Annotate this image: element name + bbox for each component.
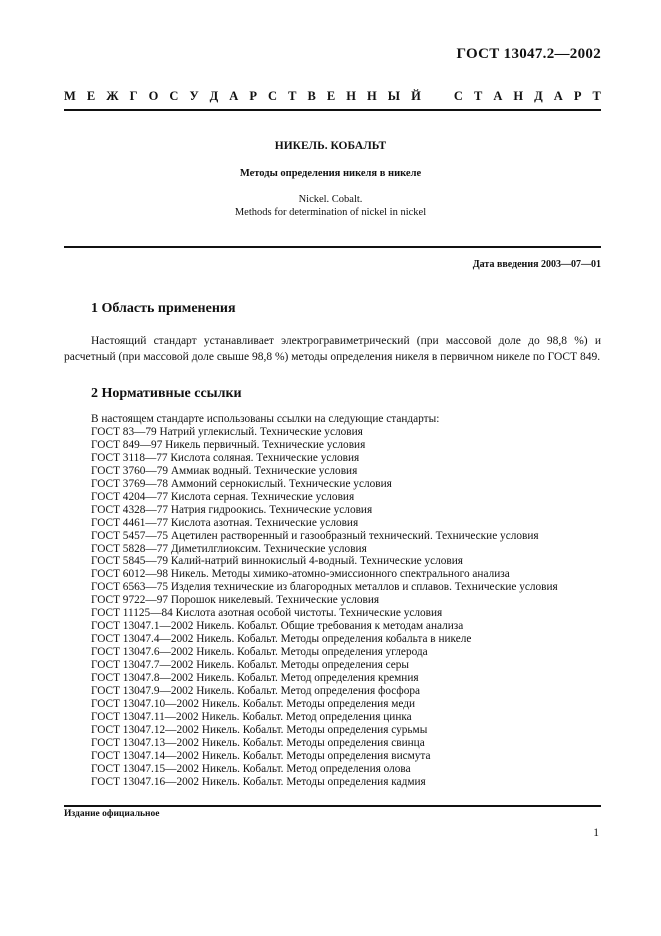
interstate-letter: Ы — [387, 89, 401, 103]
interstate-letter: Р — [573, 89, 582, 103]
reference-item: ГОСТ 13047.16—2002 Никель. Кобальт. Методы определения кадмия — [91, 775, 426, 788]
page-number: 1 — [593, 827, 599, 839]
interstate-letter: А — [229, 89, 239, 103]
interstate-letter: Т — [592, 89, 601, 103]
interstate-letter: А — [553, 89, 563, 103]
interstate-letter: Р — [249, 89, 257, 103]
interstate-letter: Н — [346, 89, 356, 103]
reference-item: ГОСТ 4328—77 Натрия гидроокись. Технические условия — [91, 503, 373, 516]
interstate-letter: Н — [366, 89, 377, 103]
reference-item: ГОСТ 13047.10—2002 Никель. Кобальт. Методы определения меди — [91, 697, 416, 710]
reference-item: ГОСТ 13047.15—2002 Никель. Кобальт. Метод определения олова — [91, 762, 411, 775]
interstate-letter: С — [169, 89, 179, 103]
interstate-letter: А — [493, 89, 503, 103]
reference-item: ГОСТ 4461—77 Кислота азотная. Технические условия — [91, 516, 359, 529]
reference-item: ГОСТ 13047.11—2002 Никель. Кобальт. Метод определения цинка — [91, 710, 412, 723]
top-divider — [64, 109, 601, 111]
middle-divider — [64, 246, 601, 248]
interstate-letter: Е — [326, 89, 336, 103]
interstate-letter: Ж — [106, 89, 119, 103]
reference-item: ГОСТ 3769—78 Аммоний сернокислый. Технические условия — [91, 477, 392, 490]
introduction-date: Дата введения 2003—07—01 — [472, 259, 601, 270]
reference-item: ГОСТ 13047.8—2002 Никель. Кобальт. Метод определения кремния — [91, 672, 419, 685]
english-title-line-1: Nickel. Cobalt. — [298, 194, 363, 205]
interstate-letter: У — [189, 89, 199, 103]
document-title: НИКЕЛЬ. КОБАЛЬТ — [274, 140, 387, 152]
bottom-divider — [64, 805, 601, 807]
reference-item: ГОСТ 13047.14—2002 Никель. Кобальт. Методы определения висмута — [91, 749, 431, 762]
reference-item: ГОСТ 5845—79 Калий-натрий виннокислый 4-водный. Технические условия — [91, 555, 464, 568]
interstate-letter: Д — [209, 89, 219, 103]
section-2-heading: 2 Нормативные ссылки — [91, 386, 242, 401]
reference-item: ГОСТ 13047.4—2002 Никель. Кобальт. Методы определения кобальта в никеле — [91, 633, 472, 646]
reference-item: ГОСТ 6563—75 Изделия технические из благородных металлов и сплавов. Технические условия — [91, 581, 558, 594]
reference-item: ГОСТ 6012—98 Никель. Методы химико-атомно-эмиссионного спектрального анализа — [91, 568, 510, 581]
interstate-letter: С — [453, 89, 463, 103]
interstate-letter: Т — [288, 89, 297, 103]
reference-item: ГОСТ 5828—77 Диметилглиоксим. Технические условия — [91, 542, 367, 555]
reference-item: ГОСТ 13047.9—2002 Никель. Кобальт. Метод определения фосфора — [91, 685, 421, 698]
reference-item: ГОСТ 3760—79 Аммиак водный. Технические условия — [91, 464, 358, 477]
interstate-letter: Й — [411, 89, 421, 103]
reference-item: ГОСТ 83—79 Натрий углекислый. Технические условия — [91, 425, 363, 438]
interstate-letter: В — [307, 89, 316, 103]
section-1-heading: 1 Область применения — [91, 301, 236, 316]
reference-item: ГОСТ 849—97 Никель первичный. Технические условия — [91, 438, 366, 451]
reference-item: ГОСТ 13047.1—2002 Никель. Кобальт. Общие требования к методам анализа — [91, 620, 464, 633]
interstate-letter: О — [148, 89, 159, 103]
interstate-letter: Н — [513, 89, 524, 103]
english-title — [0, 193, 661, 219]
standard-number: ГОСТ 13047.2—2002 — [456, 46, 601, 62]
interstate-letter: С — [268, 89, 278, 103]
normative-references-list — [91, 413, 558, 789]
interstate-letter: М — [64, 89, 76, 103]
reference-item: ГОСТ 9722—97 Порошок никелевый. Технические условия — [91, 594, 380, 607]
reference-item: ГОСТ 3118—77 Кислота соляная. Технические условия — [91, 451, 360, 464]
reference-item: ГОСТ 13047.13—2002 Никель. Кобальт. Методы определения свинца — [91, 736, 425, 749]
interstate-letter: Т — [473, 89, 483, 103]
section-1-text: Настоящий стандарт устанавливает электрогравиметрический (при массовой доле до 98,8 %) и расчетный (при массовой доле свыше 98,8 %) методы определения никеля в первичном никеле по ГОСТ 849. — [64, 335, 601, 363]
interstate-letter: Е — [86, 89, 96, 103]
references-intro: В настоящем стандарте использованы ссылки на следующие стандарты: — [91, 413, 440, 425]
edition-note: Издание официальное — [64, 809, 160, 819]
reference-item: ГОСТ 13047.7—2002 Никель. Кобальт. Методы определения серы — [91, 659, 409, 672]
interstate-letter: Д — [534, 89, 543, 103]
reference-item: ГОСТ 5457—75 Ацетилен растворенный и газообразный технический. Технические условия — [91, 529, 539, 542]
interstate-standard-heading — [64, 89, 601, 104]
english-title-line-2: Methods for determination of nickel in nickel — [234, 207, 427, 218]
reference-item: ГОСТ 13047.6—2002 Никель. Кобальт. Методы определения углерода — [91, 646, 428, 659]
reference-item: ГОСТ 13047.12—2002 Никель. Кобальт. Методы определения сурьмы — [91, 723, 428, 736]
reference-item: ГОСТ 11125—84 Кислота азотная особой чистоты. Технические условия — [91, 607, 443, 620]
document-subtitle: Методы определения никеля в никеле — [239, 168, 422, 179]
reference-item: ГОСТ 4204—77 Кислота серная. Технические условия — [91, 490, 355, 503]
interstate-letter: Г — [129, 89, 138, 103]
